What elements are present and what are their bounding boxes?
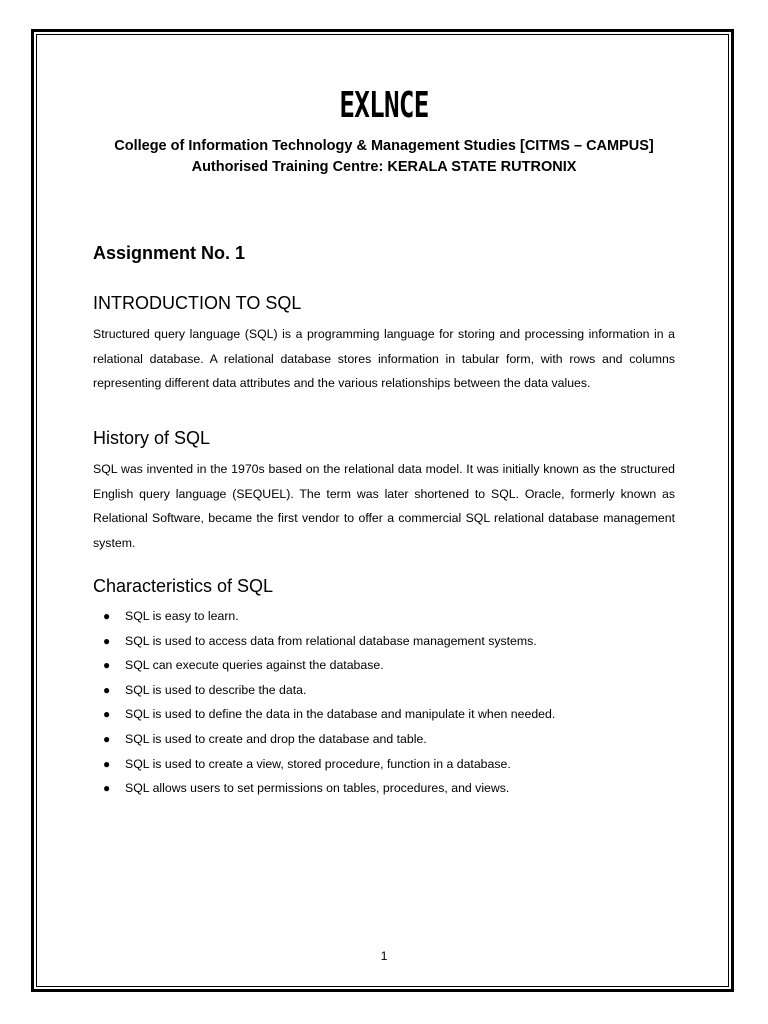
bullet-icon: ● (103, 682, 111, 697)
page-number: 1 (380, 949, 388, 963)
characteristics-list (93, 604, 555, 801)
assignment-title: Assignment No. 1 (93, 243, 246, 263)
characteristics-heading: Characteristics of SQL (93, 576, 274, 596)
bullet-icon: ● (103, 609, 111, 623)
exlnce-logo: EXLNCE (339, 85, 429, 126)
list-item: ● SQL is used to define the data in the database and manipulate it when needed. (93, 702, 555, 727)
bullet-icon: ● (103, 731, 111, 746)
history-heading: History of SQL (93, 428, 211, 448)
intro-paragraph: Structured query language (SQL) is a programming language for storing and processing information in a relational database. A relational database stores information in tabular form, with rows and columns representing different data attributes and the various relationships between the data values. (93, 327, 675, 391)
list-item: ● SQL is used to create a view, stored procedure, function in a database. (93, 752, 555, 777)
history-paragraph: SQL was invented in the 1970s based on the relational data model. It was initially known as the structured English query language (SEQUEL). The term was later shortened to SQL. Oracle, formerly known as Relational Software, became the first vendor to offer a commercial SQL relational database management system. (93, 462, 675, 550)
list-item: ● SQL is used to access data from relational database management systems. (93, 629, 555, 654)
intro-heading: INTRODUCTION TO SQL (93, 293, 302, 313)
bullet-icon: ● (103, 781, 111, 796)
college-name: College of Information Technology & Management Studies [CITMS – CAMPUS] (114, 138, 654, 154)
bullet-icon: ● (103, 756, 111, 771)
list-item: ● SQL is used to create and drop the database and table. (93, 727, 555, 752)
list-item: ● SQL is easy to learn. (93, 604, 555, 629)
list-item: ● SQL can execute queries against the database. (93, 653, 555, 678)
training-centre: Authorised Training Centre: KERALA STATE RUTRONIX (191, 159, 577, 175)
bullet-icon: ● (103, 633, 111, 648)
bullet-icon: ● (103, 707, 111, 722)
list-item: ● SQL allows users to set permissions on tables, procedures, and views. (93, 776, 555, 801)
bullet-icon: ● (103, 658, 111, 673)
list-item: ● SQL is used to describe the data. (93, 678, 555, 703)
